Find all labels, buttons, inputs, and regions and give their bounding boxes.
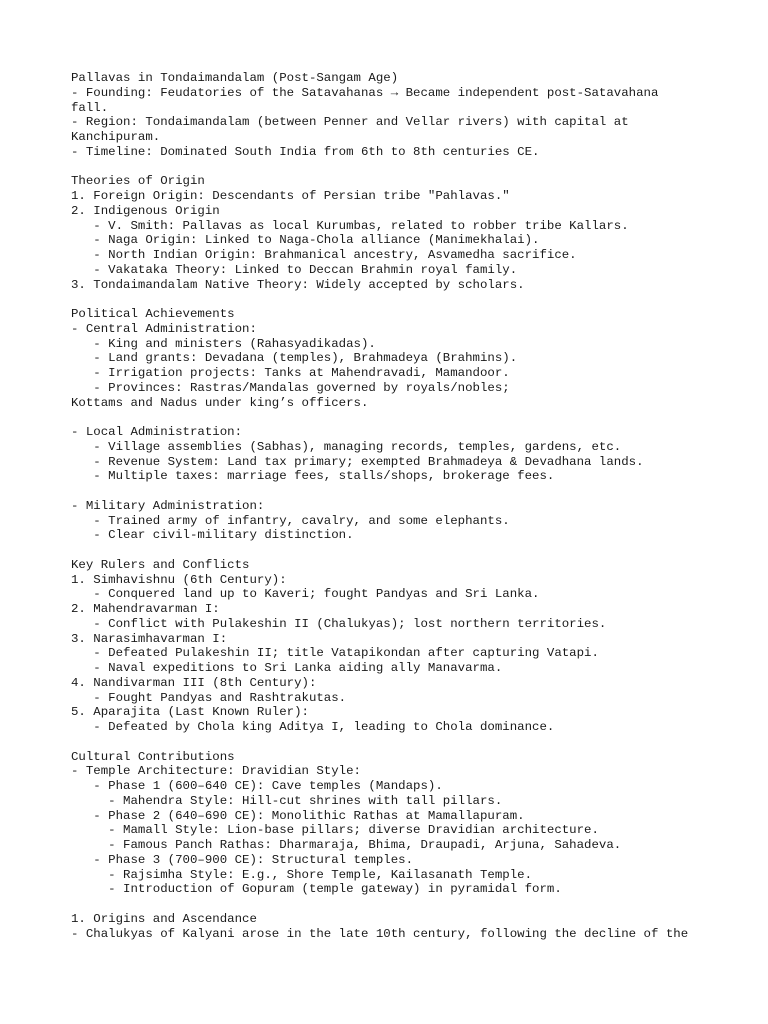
- text-line: fall.: [71, 100, 109, 115]
- text-line: Political Achievements: [71, 307, 235, 321]
- text-line: - Mahendra Style: Hill-cut shrines with tall pillars.: [71, 793, 503, 808]
- text-line: - Rajsimha Style: E.g., Shore Temple, Kailasanath Temple.: [71, 867, 533, 882]
- text-line: - Military Administration:: [71, 498, 265, 513]
- text-line: - Naval expeditions to Sri Lanka aiding ally Manavarma.: [71, 661, 503, 675]
- text-line: - Vakataka Theory: Linked to Deccan Brahmin royal family.: [71, 262, 518, 277]
- text-line: - Conflict with Pulakeshin II (Chalukyas); lost northern territories.: [71, 616, 607, 631]
- text-line: 2. Indigenous Origin: [71, 203, 220, 218]
- text-line: - Founding: Feudatories of the Satavahanas → Became independent post-Satavahana: [71, 85, 659, 100]
- text-line: 1. Foreign Origin: Descendants of Persian tribe "Pahlavas.": [71, 189, 510, 203]
- text-line: Kottams and Nadus under king’s officers.: [71, 395, 369, 410]
- text-line: - King and ministers (Rahasyadikadas).: [71, 336, 376, 351]
- text-line: - Local Administration:: [71, 425, 243, 439]
- text-line: - Naga Origin: Linked to Naga-Chola alliance (Manimekhalai).: [71, 233, 540, 248]
- text-line: - Defeated Pulakeshin II; title Vatapikondan after capturing Vatapi.: [71, 646, 599, 661]
- text-line: - Fought Pandyas and Rashtrakutas.: [71, 690, 347, 705]
- text-line: - Revenue System: Land tax primary; exempted Brahmadeya & Devadhana lands.: [71, 454, 644, 469]
- text-line: - Region: Tondaimandalam (between Penner and Vellar rivers) with capital at: [71, 115, 629, 130]
- text-line: - Timeline: Dominated South India from 6th to 8th centuries CE.: [71, 144, 540, 159]
- text-line: 3. Narasimhavarman I:: [71, 631, 228, 646]
- document-body: [71, 71, 731, 941]
- text-line: - Conquered land up to Kaveri; fought Pandyas and Sri Lanka.: [71, 587, 540, 602]
- text-line: - Chalukyas of Kalyani arose in the late 10th century, following the decline of the: [71, 926, 689, 941]
- text-line: - Temple Architecture: Dravidian Style:: [71, 764, 361, 779]
- text-line: - Introduction of Gopuram (temple gateway) in pyramidal form.: [71, 882, 562, 897]
- text-line: 4. Nandivarman III (8th Century):: [71, 675, 317, 690]
- text-line: - Trained army of infantry, cavalry, and some elephants.: [71, 513, 510, 528]
- text-line: - Phase 1 (600–640 CE): Cave temples (Mandaps).: [71, 779, 443, 793]
- text-line: 3. Tondaimandalam Native Theory: Widely accepted by scholars.: [71, 277, 525, 292]
- text-line: [71, 292, 731, 307]
- text-line: - Village assemblies (Sabhas), managing records, temples, gardens, etc.: [71, 439, 622, 454]
- text-line: - Defeated by Chola king Aditya I, leading to Chola dominance.: [71, 720, 555, 734]
- text-line: [71, 484, 731, 499]
- text-line: [71, 410, 731, 425]
- text-line: Key Rulers and Conflicts: [71, 557, 250, 572]
- text-line: - Famous Panch Rathas: Dharmaraja, Bhima, Draupadi, Arjuna, Sahadeva.: [71, 838, 622, 852]
- text-line: - Clear civil-military distinction.: [71, 528, 354, 543]
- text-line: - Central Administration:: [71, 321, 257, 336]
- text-line: - Irrigation projects: Tanks at Mahendravadi, Mamandoor.: [71, 366, 510, 380]
- text-line: 1. Simhavishnu (6th Century):: [71, 572, 287, 587]
- text-line: Theories of Origin: [71, 174, 205, 189]
- text-line: Pallavas in Tondaimandalam (Post-Sangam Age): [71, 71, 399, 85]
- text-line: [71, 735, 731, 750]
- text-line: 1. Origins and Ascendance: [71, 911, 257, 926]
- text-line: 2. Mahendravarman I:: [71, 602, 220, 616]
- text-line: - Phase 2 (640–690 CE): Monolithic Rathas at Mamallapuram.: [71, 808, 525, 823]
- text-line: [71, 897, 731, 912]
- text-line: Cultural Contributions: [71, 749, 235, 764]
- text-line: - Provinces: Rastras/Mandalas governed by royals/nobles;: [71, 380, 510, 395]
- text-line: [71, 160, 731, 175]
- text-line: - North Indian Origin: Brahmanical ancestry, Asvamedha sacrifice.: [71, 248, 577, 262]
- text-line: - Mamall Style: Lion-base pillars; diverse Dravidian architecture.: [71, 823, 599, 838]
- text-line: - V. Smith: Pallavas as local Kurumbas, related to robber tribe Kallars.: [71, 218, 629, 233]
- text-line: - Multiple taxes: marriage fees, stalls/shops, brokerage fees.: [71, 469, 555, 484]
- text-line: - Phase 3 (700–900 CE): Structural temples.: [71, 852, 414, 867]
- text-line: Kanchipuram.: [71, 130, 161, 144]
- text-line: 5. Aparajita (Last Known Ruler):: [71, 705, 309, 720]
- text-line: - Land grants: Devadana (temples), Brahmadeya (Brahmins).: [71, 351, 518, 366]
- text-line: [71, 543, 731, 558]
